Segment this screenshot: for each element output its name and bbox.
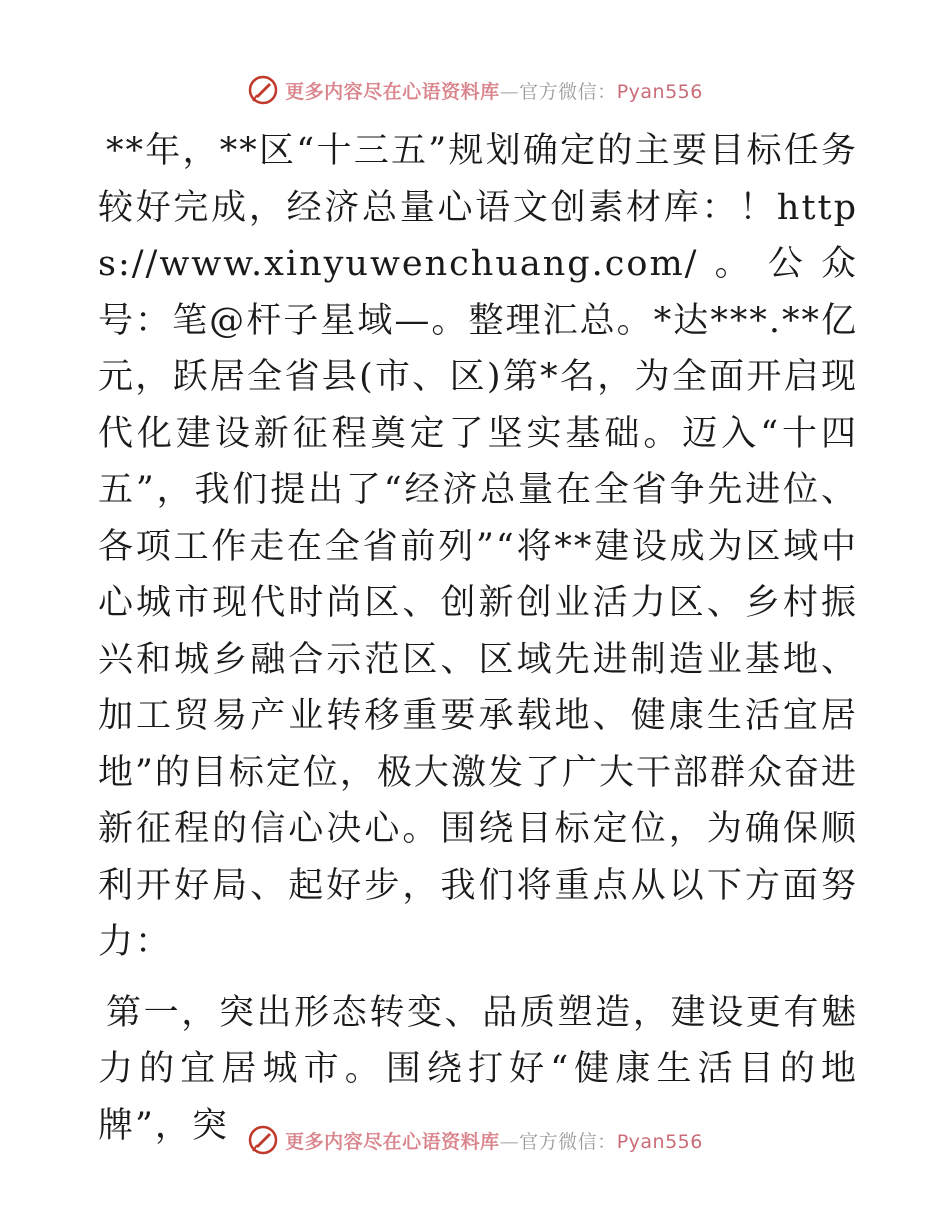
header-banner	[0, 70, 950, 110]
document-body	[98, 123, 858, 1154]
footer-banner	[0, 1120, 950, 1160]
paragraph-1: **年，**区“十三五”规划确定的主要目标任务较好完成，经济总量心语文创素材库：！https://www.xinyuwenchuang.com/。公众号：笔@杆子星域—。整理汇总。*达***.**亿元，跃居全省县(市、区)第*名，为全面开启现代化建设新征程奠定了坚实基础。迈入“十四五”，我们提出了“经济总量在全省争先进位、各项工作走在全省前列”“将**建设成为区域中心城市现代时尚区、创新创业活力区、乡村振兴和城乡融合示范区、区域先进制造业基地、加工贸易产业转移重要承载地、健康生活宜居地”的目标定位，极大激发了广大干部群众奋进新征程的信心决心。围绕目标定位，为确保顺利开好局、起好步，我们将重点从以下方面努力：	[98, 131, 858, 962]
paragraph-2: 第一，突出形态转变、品质塑造，建设更有魅力的宜居城市。围绕打好“健康生活目的地牌”，突	[98, 992, 858, 1146]
quill-logo-icon	[247, 1124, 279, 1156]
quill-logo-icon	[247, 74, 279, 106]
banner-text: 更多内容尽在心语资料库—官方微信：Pyan556	[285, 80, 703, 103]
banner-text: 更多内容尽在心语资料库—官方微信：Pyan556	[285, 1130, 703, 1153]
